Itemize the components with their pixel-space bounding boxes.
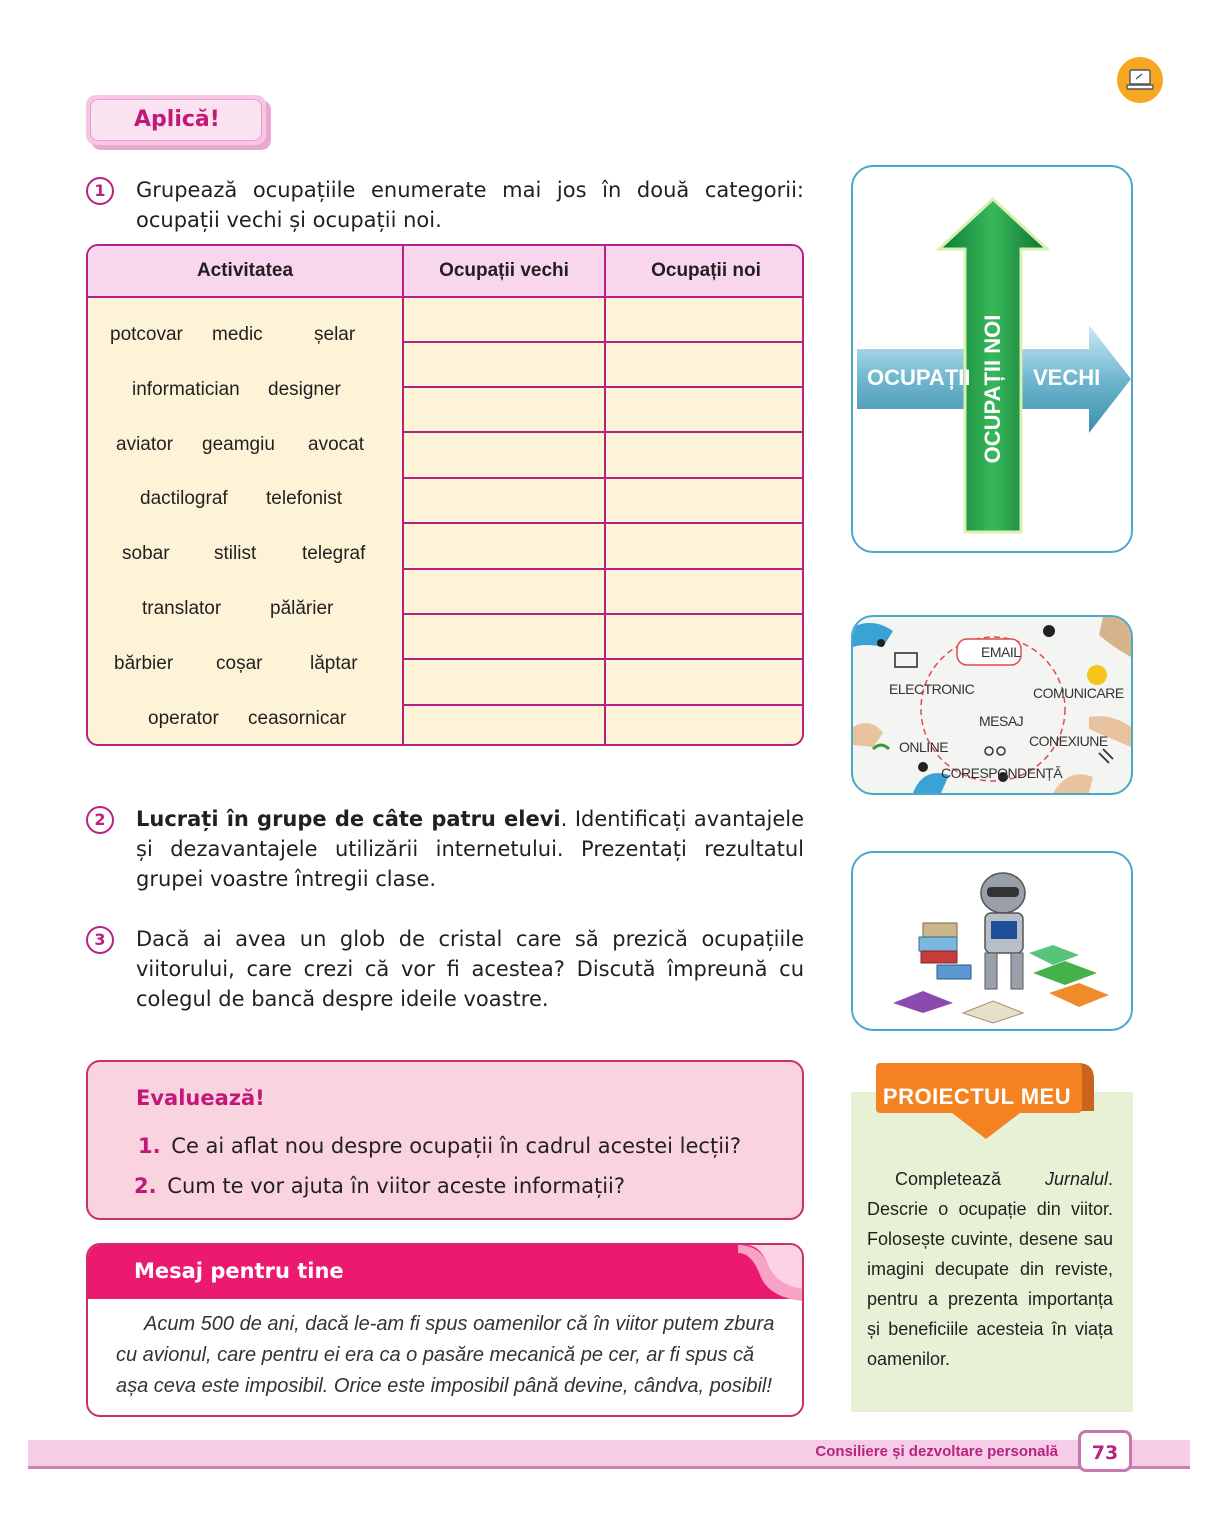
aplica-heading xyxy=(86,95,266,145)
proiect-text xyxy=(867,1164,1113,1374)
evalueaza-item-1 xyxy=(138,1134,741,1158)
word-geamgiu: geamgiu xyxy=(202,434,275,455)
evalueaza-box xyxy=(86,1060,804,1220)
word-palarier: pălărier xyxy=(270,598,334,619)
task-2-text xyxy=(136,804,804,894)
mesaj-text: Acum 500 de ani, dacă le-am fi spus oamenilor că în viitor putem zbura cu avionul, care pentru ei era ca o pasăre mecanică pe cer, ar fi spus că așa ceva este imposibil. Orice este imposibil până devine, cândva, posibil! xyxy=(116,1313,775,1397)
network-label-email: EMAIL xyxy=(981,644,1021,660)
network-label-conexiune: CONEXIUNE xyxy=(1029,733,1108,749)
proiect-text-rest: . Descrie o ocupație din viitor. Folosește cuvinte, desene sau imagini decupate din reviste, pentru a prezenta importanța și beneficiile acesteia în viața oamenilor. xyxy=(867,1169,1113,1369)
network-label-corespondenta: CORESPONDENȚĂ xyxy=(941,765,1063,781)
network-label-comunicare: COMUNICARE xyxy=(1033,685,1124,701)
word-medic: medic xyxy=(212,324,263,345)
word-cosar: coșar xyxy=(216,653,263,674)
aplica-title: Aplică! xyxy=(134,107,220,132)
header-ocupatii-vechi: Ocupații vechi xyxy=(439,260,569,281)
mesaj-box xyxy=(86,1243,804,1417)
word-dactilograf: dactilograf xyxy=(140,488,228,509)
task-3-text: Dacă ai avea un glob de cristal care să prezică ocupațiile viitorului, care crezi că vor fi acestea? Discută împreună cu colegul de bancă despre ideile voastre. xyxy=(136,927,804,1011)
word-barbier: bărbier xyxy=(114,653,174,674)
communication-network-image xyxy=(851,615,1133,795)
network-label-online: ONLINE xyxy=(899,739,949,755)
answer-cells-noi[interactable] xyxy=(606,298,802,744)
header-activitatea: Activitatea xyxy=(196,260,294,281)
proiect-text-italic: Jurnalul xyxy=(1044,1169,1108,1189)
arrow-label-ocupatii-noi: OCUPAȚII NOI xyxy=(980,314,1005,464)
word-laptar: lăptar xyxy=(310,653,358,674)
footer-line xyxy=(28,1466,1190,1469)
arrow-label-vechi: VECHI xyxy=(1033,365,1101,390)
task-1-number: 1 xyxy=(86,177,114,205)
evalueaza-item-1-text: Ce ai aflat nou despre ocupații în cadrul acestei lecții? xyxy=(171,1134,742,1158)
word-potcovar: potcovar xyxy=(110,324,183,345)
evalueaza-title: Evaluează! xyxy=(136,1086,265,1110)
evalueaza-item-2-text: Cum te vor ajuta în viitor aceste informații? xyxy=(167,1174,626,1198)
word-telegraf: telegraf xyxy=(302,543,366,564)
mesaj-title: Mesaj pentru tine xyxy=(134,1259,344,1283)
word-selar: șelar xyxy=(314,324,356,345)
word-telefonist: telefonist xyxy=(266,488,343,509)
evalueaza-item-2 xyxy=(134,1174,625,1198)
laptop-icon xyxy=(1117,57,1163,103)
occupations-arrow-image xyxy=(851,165,1133,553)
word-designer: designer xyxy=(268,379,341,400)
task-1-text: Grupează ocupațiile enumerate mai jos în două categorii: ocupații vechi și ocupații noi. xyxy=(136,178,804,232)
word-ceasornicar: ceasornicar xyxy=(248,708,347,729)
evalueaza-item-2-number: 2. xyxy=(134,1174,157,1198)
task-2-bold: Lucrați în grupe de câte patru elevi xyxy=(136,807,561,831)
network-label-electronic: ELECTRONIC xyxy=(889,681,975,697)
arrow-label-ocupatii: OCUPAȚII xyxy=(867,365,971,390)
network-label-mesaj: MESAJ xyxy=(979,713,1024,729)
header-ocupatii-noi: Ocupații noi xyxy=(651,260,761,281)
proiect-box xyxy=(851,1092,1133,1412)
word-translator: translator xyxy=(142,598,222,619)
page-number: 73 xyxy=(1078,1430,1132,1472)
word-sobar: sobar xyxy=(122,543,170,564)
robot-books-image xyxy=(851,851,1133,1031)
task-2-rest: . Identificați avantajele și dezavantajele utilizării internetului. Prezentați rezultatul grupei voastre întregii clase. xyxy=(136,807,804,891)
proiect-text-start: Completează xyxy=(895,1169,1045,1189)
word-informatician: informatician xyxy=(132,379,240,400)
footer-subject: Consiliere și dezvoltare personală xyxy=(815,1443,1058,1460)
task-3-number: 3 xyxy=(86,926,114,954)
word-aviator: aviator xyxy=(116,434,174,455)
proiect-title: PROIECTUL MEU xyxy=(882,1084,1072,1109)
evalueaza-item-1-number: 1. xyxy=(138,1134,161,1158)
occupations-table xyxy=(86,244,804,746)
word-operator: operator xyxy=(148,708,219,729)
word-stilist: stilist xyxy=(214,543,257,564)
word-avocat: avocat xyxy=(308,434,364,455)
task-2-number: 2 xyxy=(86,806,114,834)
answer-cells-vechi[interactable] xyxy=(404,298,604,744)
